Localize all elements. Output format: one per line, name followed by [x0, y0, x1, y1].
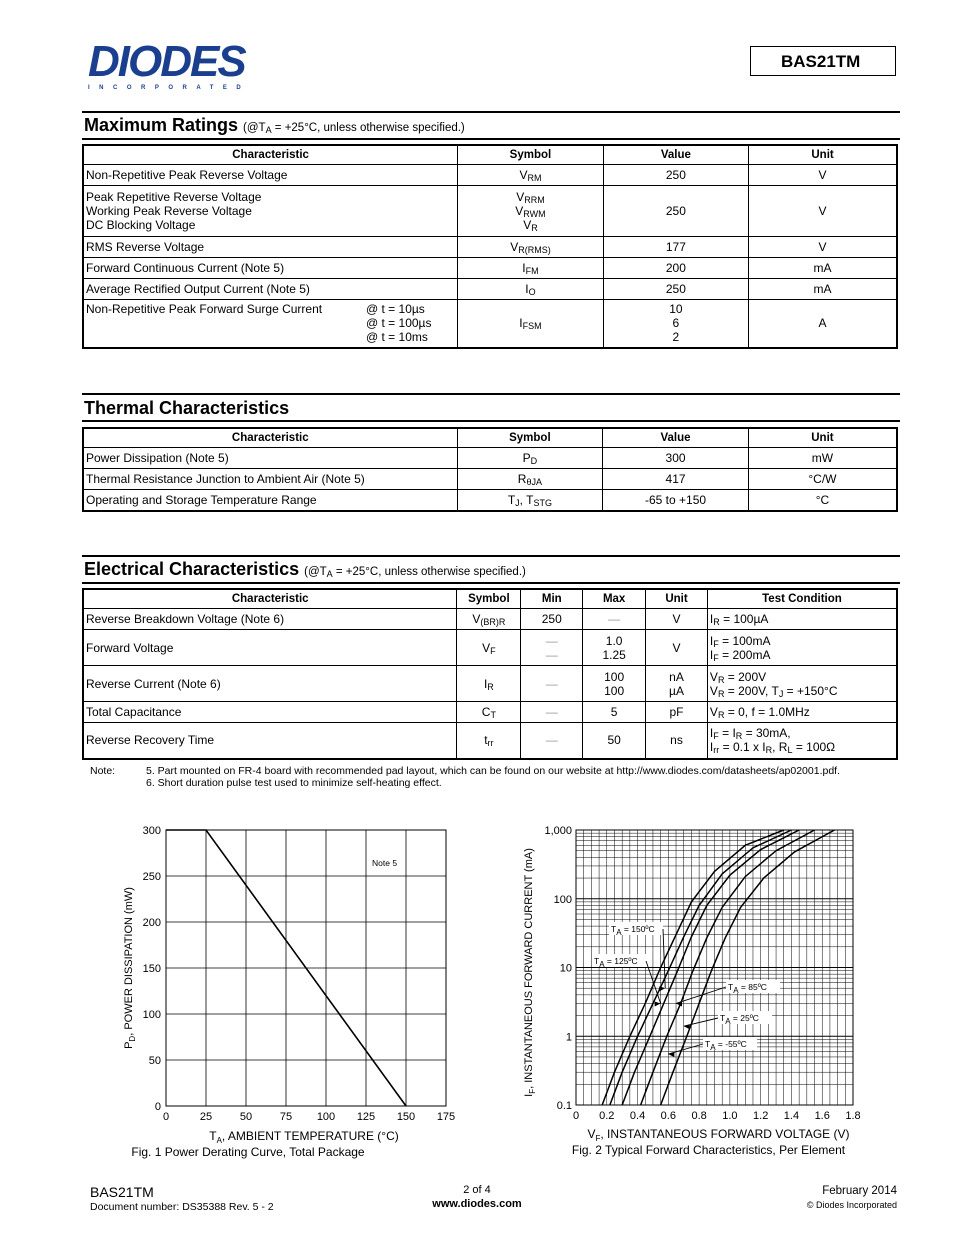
cell-characteristic: Forward Voltage — [83, 630, 457, 666]
cell-unit: °C — [748, 490, 897, 511]
x-tick-label: 1.4 — [783, 1110, 800, 1122]
y-tick-label: 200 — [142, 917, 161, 929]
cell-unit: mA — [749, 279, 897, 300]
x-tick-label: 150 — [396, 1111, 416, 1123]
cell-unit: mA — [749, 258, 897, 279]
cell-unit: V — [646, 609, 708, 630]
diodes-logo — [88, 37, 258, 100]
table-row — [83, 300, 897, 348]
section-rule-top — [82, 111, 900, 113]
cell-max: 50 — [583, 723, 646, 759]
table-row — [83, 469, 897, 490]
y-tick-label: 100 — [553, 893, 572, 906]
cell-characteristic: Power Dissipation (Note 5) — [83, 448, 457, 469]
cell-symbol: $V_{RM}$ — [458, 165, 603, 186]
x-tick-label: 25 — [199, 1111, 213, 1123]
y-tick-label: 300 — [142, 825, 161, 837]
cell-symbol: $I_O$ — [458, 279, 603, 300]
cell-unit: V — [749, 165, 897, 186]
x-tick-label: 0.4 — [629, 1110, 646, 1122]
cell-unit: mW — [748, 448, 897, 469]
y-tick-label: 0.1 — [556, 1100, 572, 1112]
thermal-table — [82, 427, 898, 512]
table-row — [83, 186, 897, 237]
y-axis-label: $P_D$, POWER DISSIPATION (mW) — [123, 887, 137, 1049]
table-row — [83, 258, 897, 279]
x-tick-label: 50 — [239, 1111, 253, 1123]
section-rule-bottom — [82, 582, 900, 584]
cell-max: 100 100 — [583, 666, 646, 702]
max-ratings-table — [82, 144, 898, 349]
cell-symbol: $C_T$ — [457, 702, 521, 723]
col-header: Value — [603, 145, 748, 165]
cell-value: 250 — [603, 165, 748, 186]
x-tick-label: 100 — [316, 1111, 336, 1123]
footer-page: 2 of 4 — [463, 1184, 491, 1196]
col-header: Symbol — [457, 428, 603, 448]
col-header: Value — [603, 428, 749, 448]
cell-characteristic: Total Capacitance — [83, 702, 457, 723]
note-annotation: Note 5 — [372, 858, 398, 868]
cell-symbol: $t_{rr}$ — [457, 723, 521, 759]
x-tick-label: 175 — [436, 1111, 456, 1123]
max-ratings-condition: ($@T_A = +25^\circ C$, unless otherwise specified.) — [243, 122, 465, 135]
max-ratings-title-text: Maximum Ratings — [84, 115, 239, 135]
cell-min: 250 — [521, 609, 583, 630]
cell-unit: V — [749, 186, 897, 237]
cell-test-condition: $I_F = 100mA$ $I_F = 200mA$ — [707, 630, 897, 666]
section-rule-bottom — [82, 138, 900, 140]
cell-test-condition: $V_R = 0$, f = 1.0MHz — [707, 702, 897, 723]
col-header: Test Condition — [707, 589, 897, 609]
x-tick-label: 0 — [572, 1110, 580, 1122]
cell-min: — — — [521, 630, 583, 666]
electrical-title-text: Electrical Characteristics — [84, 559, 300, 579]
series-label: TA = 25ºC — [720, 1013, 759, 1026]
y-tick-label: 150 — [142, 963, 161, 975]
footer-website[interactable]: www.diodes.com — [432, 1198, 522, 1210]
series-arrow — [659, 986, 665, 991]
cell-min: — — [521, 666, 583, 702]
table-header-row — [83, 145, 897, 165]
cell-symbol: $T_J$, $T_{STG}$ — [457, 490, 603, 511]
cell-symbol: $R_{\theta JA}$ — [457, 469, 603, 490]
col-header: Unit — [749, 145, 897, 165]
note-5: 5. Part mounted on FR-4 board with recommended pad layout, which can be found on our website at http://www.diodes.com/datasheets/ap02001.pdf. — [146, 765, 840, 777]
cell-max: — — [583, 609, 646, 630]
cell-characteristic: Non-Repetitive Peak Reverse Voltage — [83, 165, 458, 186]
table-row — [83, 448, 897, 469]
cell-characteristic: Operating and Storage Temperature Range — [83, 490, 457, 511]
section-rule-top — [82, 393, 900, 395]
cell-characteristic: Reverse Breakdown Voltage (Note 6) — [83, 609, 457, 630]
cell-min: — — [521, 723, 583, 759]
cell-value: 250 — [603, 279, 748, 300]
cell-unit: V — [646, 630, 708, 666]
footer-date: February 2014 — [822, 1185, 897, 1197]
x-tick-label: 1.6 — [814, 1110, 830, 1122]
cell-symbol: $I_R$ — [457, 666, 521, 702]
cell-value: 300 — [603, 448, 749, 469]
cell-characteristic: Reverse Recovery Time — [83, 723, 457, 759]
col-header: Symbol — [457, 589, 521, 609]
table-row — [83, 609, 897, 630]
x-tick-label: 1.2 — [753, 1110, 769, 1122]
cell-value: 177 — [603, 237, 748, 258]
cell-symbol: $I_{FSM}$ — [458, 300, 603, 348]
table-row — [83, 237, 897, 258]
electrical-condition: ($@T_A = +25^\circ C$, unless otherwise specified.) — [304, 566, 526, 579]
x-axis-label: $T_A$, AMBIENT TEMPERATURE (°C) — [209, 1129, 399, 1145]
x-tick-label: 1.8 — [845, 1110, 861, 1122]
electrical-title — [84, 559, 526, 580]
cell-value: 417 — [603, 469, 749, 490]
x-tick-label: 1.0 — [722, 1110, 738, 1122]
cell-symbol: $V_{R(RMS)}$ — [458, 237, 603, 258]
cell-symbol: $V_{(BR)R}$ — [457, 609, 521, 630]
footer-docnum: Document number: DS35388 Rev. 5 - 2 — [90, 1201, 274, 1213]
y-tick-label: 0 — [154, 1101, 161, 1113]
y-tick-label: 10 — [559, 962, 572, 975]
logo-subtext: INCORPORATED — [88, 85, 251, 91]
y-axis-label: $I_F$, INSTANTANEOUS FORWARD CURRENT (mA) — [523, 848, 537, 1097]
col-header: Symbol — [458, 145, 603, 165]
cell-symbol: $I_{FM}$ — [458, 258, 603, 279]
table-row — [83, 723, 897, 759]
series-label: TA = 125ºC — [594, 956, 638, 969]
cell-test-condition: $I_R = 100\mu A$ — [707, 609, 897, 630]
y-tick-label: 250 — [142, 871, 161, 883]
y-tick-label: 1,000 — [544, 825, 572, 837]
footer-part: BAS21TM — [90, 1184, 154, 1200]
figure-caption: Fig. 1 Power Derating Curve, Total Package — [131, 1145, 365, 1159]
cell-symbol: $P_D$ — [457, 448, 603, 469]
cell-characteristic: Average Rectified Output Current (Note 5) — [83, 279, 458, 300]
section-rule-top — [82, 555, 900, 557]
y-tick-label: 100 — [142, 1009, 161, 1021]
y-tick-label: 50 — [148, 1055, 161, 1067]
x-axis-label: $V_F$, INSTANTANEOUS FORWARD VOLTAGE (V) — [587, 1127, 850, 1143]
x-tick-label: 0.6 — [660, 1110, 676, 1122]
x-tick-label: 75 — [279, 1111, 293, 1123]
cell-unit: °C/W — [748, 469, 897, 490]
table-row — [83, 630, 897, 666]
cell-symbol: $V_F$ — [457, 630, 521, 666]
cell-characteristic: Thermal Resistance Junction to Ambient Air (Note 5) — [83, 469, 457, 490]
series-label: TA = 150ºC — [611, 924, 655, 937]
section-rule-bottom — [82, 420, 900, 422]
cell-value: 10 6 2 — [603, 300, 748, 348]
col-header: Max — [583, 589, 646, 609]
series-label: TA = 85ºC — [728, 982, 767, 995]
power-derating-chart — [100, 815, 470, 1165]
cell-test-condition: $V_R = 200V$ $V_R = 200V$, $T_J = +150^\circ C$ — [707, 666, 897, 702]
cell-unit: ns — [646, 723, 708, 759]
logo-text: DIODES — [88, 37, 245, 86]
cell-value: -65 to +150 — [603, 490, 749, 511]
cell-characteristic: Peak Repetitive Reverse Voltage Working Peak Reverse Voltage DC Blocking Voltage — [83, 186, 458, 237]
series-arrow — [684, 1024, 690, 1029]
cell-unit: nA µA — [646, 666, 708, 702]
cell-characteristic: Reverse Current (Note 6) — [83, 666, 457, 702]
max-ratings-title — [84, 115, 465, 136]
forward-characteristics-chart — [515, 815, 885, 1165]
x-tick-label: 0.2 — [599, 1110, 615, 1122]
col-header: Characteristic — [83, 589, 457, 609]
footer-copyright: © Diodes Incorporated — [806, 1200, 897, 1210]
col-header: Characteristic — [83, 145, 458, 165]
cell-value: 200 — [603, 258, 748, 279]
col-header: Unit — [748, 428, 897, 448]
x-tick-label: 0.8 — [691, 1110, 707, 1122]
x-tick-label: 125 — [356, 1111, 376, 1123]
table-header-row — [83, 428, 897, 448]
note-6: 6. Short duration pulse test used to minimize self-heating effect. — [146, 777, 442, 789]
table-row — [83, 490, 897, 511]
electrical-table — [82, 588, 898, 760]
figure-caption: Fig. 2 Typical Forward Characteristics, Per Element — [571, 1143, 846, 1157]
notes-label: Note: — [90, 765, 116, 777]
col-header: Min — [521, 589, 583, 609]
part-number-box: BAS21TM — [750, 46, 896, 76]
cell-unit: V — [749, 237, 897, 258]
cell-characteristic: RMS Reverse Voltage — [83, 237, 458, 258]
table-row — [83, 666, 897, 702]
cell-unit: pF — [646, 702, 708, 723]
cell-characteristic: Non-Repetitive Peak Forward Surge Current @ t = 10µs @ t = 100µs @ t = 10ms — [83, 300, 458, 348]
cell-max: 5 — [583, 702, 646, 723]
col-header: Unit — [646, 589, 708, 609]
thermal-title: Thermal Characteristics — [84, 398, 290, 418]
table-header-row — [83, 589, 897, 609]
table-row — [83, 165, 897, 186]
series-label: TA = -55ºC — [705, 1039, 747, 1052]
y-tick-label: 1 — [565, 1031, 572, 1044]
cell-max: 1.0 1.25 — [583, 630, 646, 666]
cell-characteristic: Forward Continuous Current (Note 5) — [83, 258, 458, 279]
cell-min: — — [521, 702, 583, 723]
table-row — [83, 702, 897, 723]
cell-unit: A — [749, 300, 897, 348]
cell-value: 250 — [603, 186, 748, 237]
cell-test-condition: $I_F = I_R = 30mA$, $I_{rr} = 0.1$ x $I_R$, $R_L = 100\Omega$ — [707, 723, 897, 759]
col-header: Characteristic — [83, 428, 457, 448]
x-tick-label: 0 — [162, 1111, 170, 1123]
cell-symbol: $V_{RRM}$ $V_{RWM}$ $V_R$ — [458, 186, 603, 237]
table-row — [83, 279, 897, 300]
